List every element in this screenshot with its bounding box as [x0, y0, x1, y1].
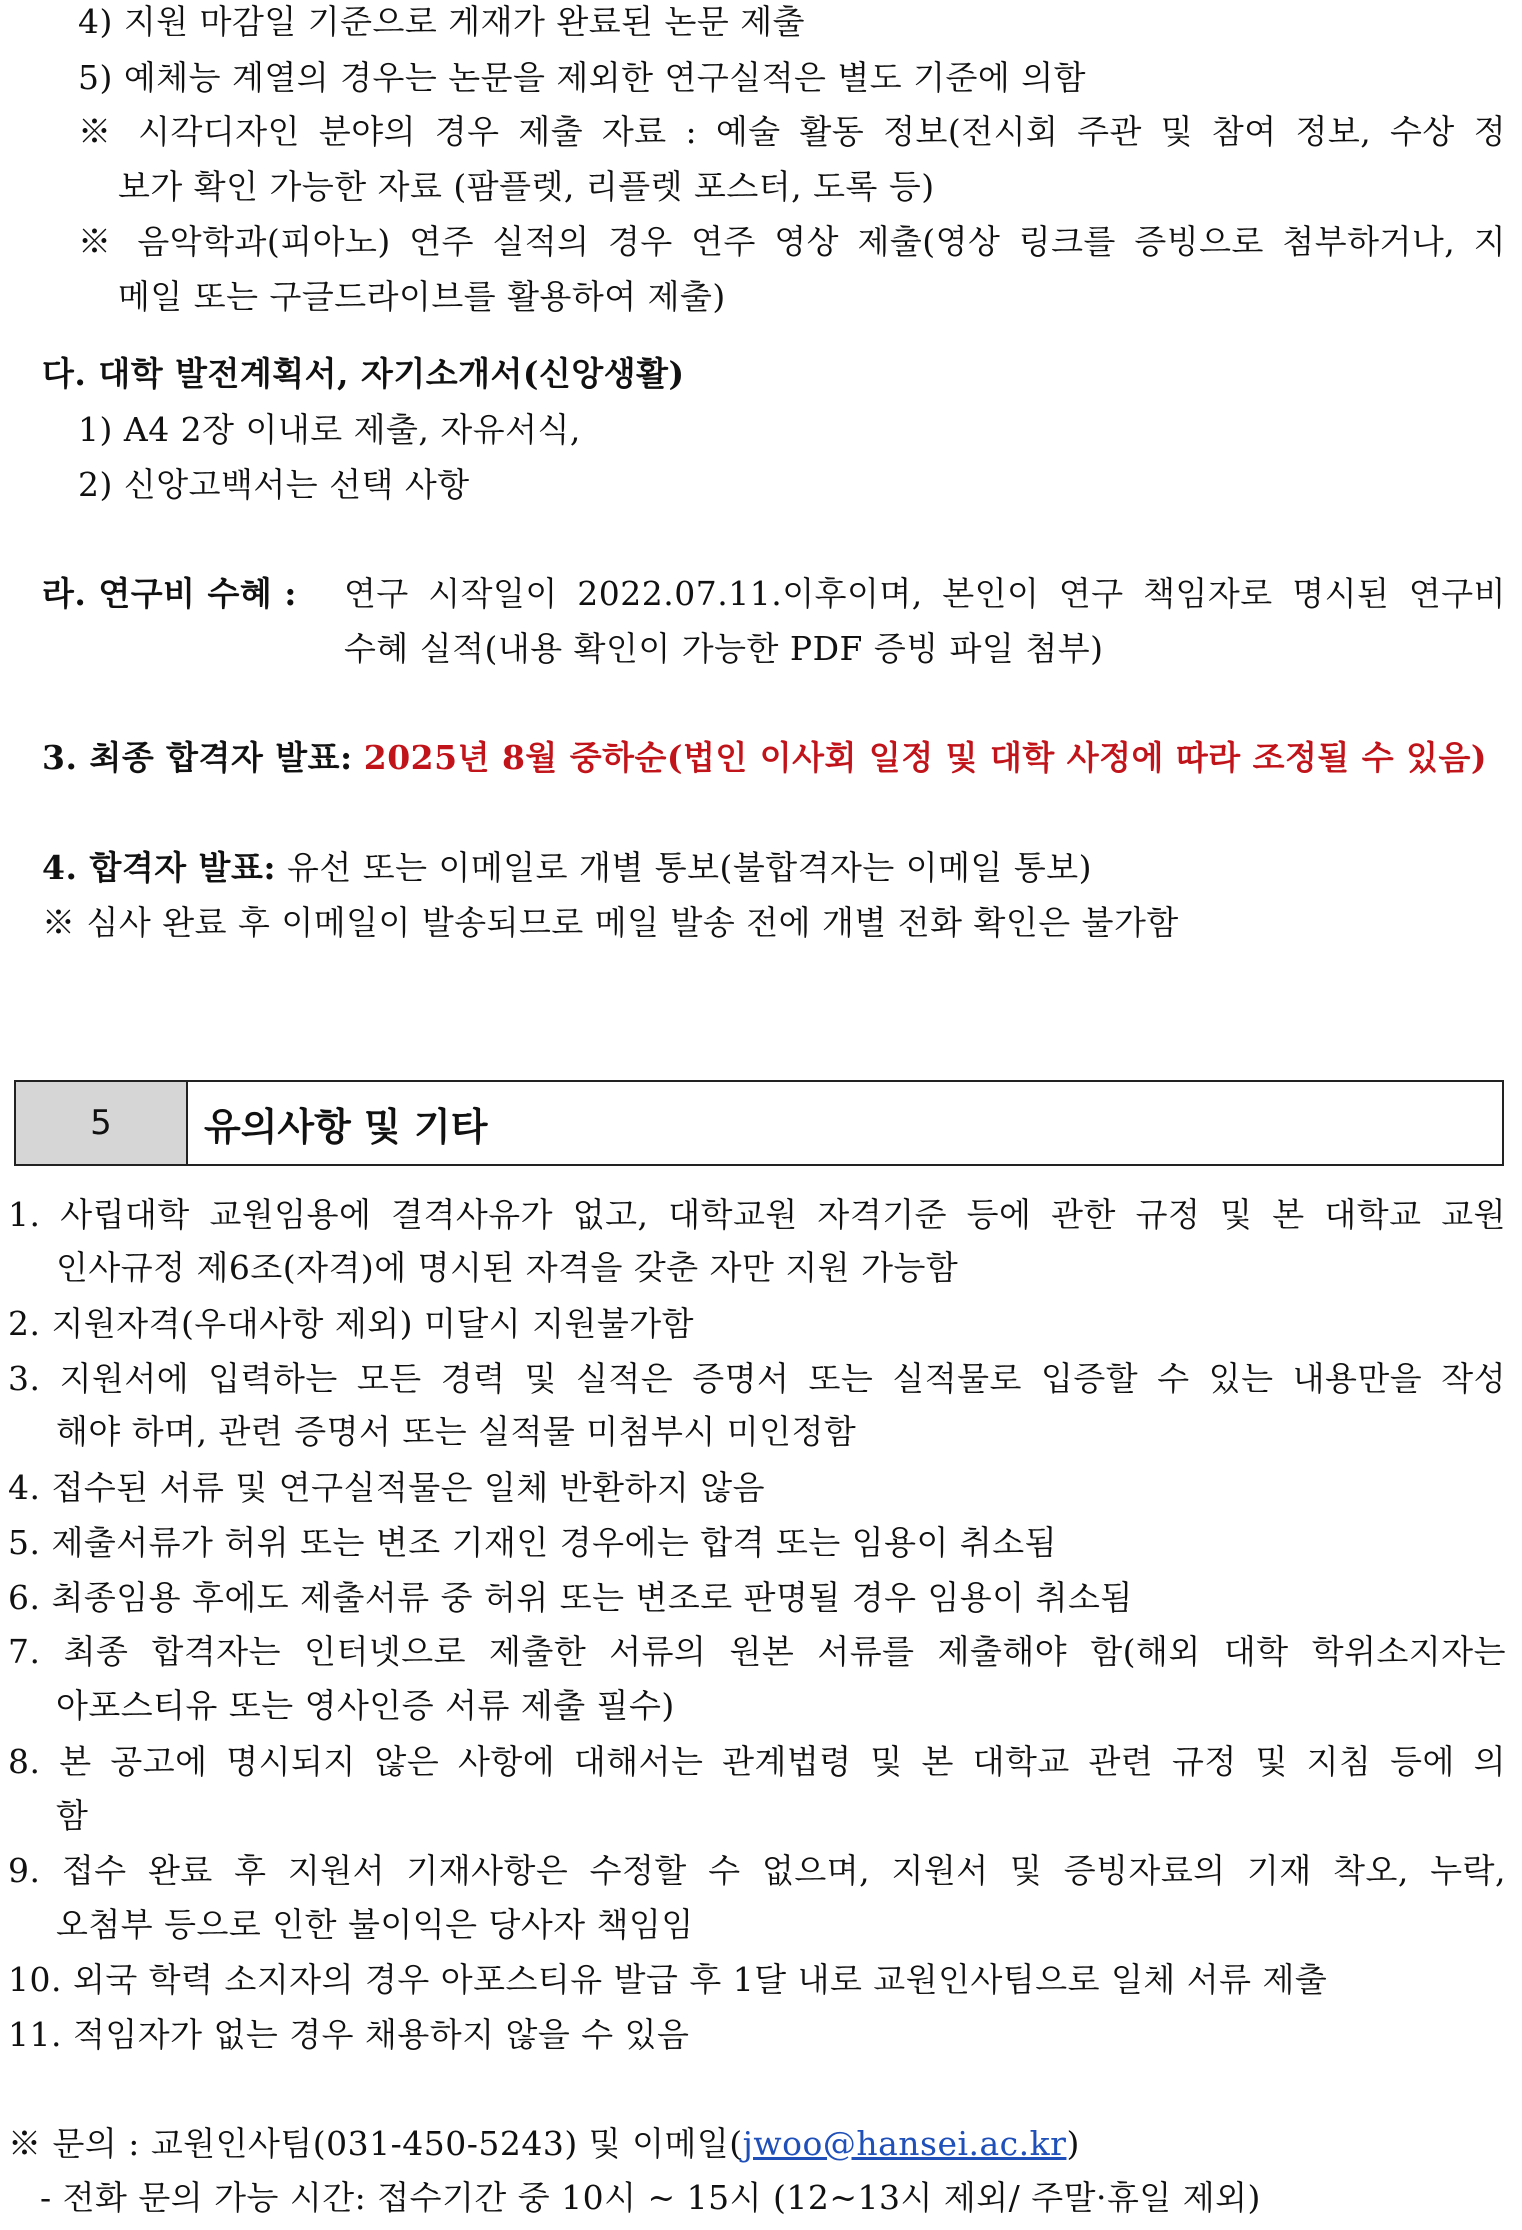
notice-1: 1. 사립대학 교원임용에 결격사유가 없고, 대학교원 자격기준 등에 관한 규정 및 본 대학교 교원 [8, 1195, 1506, 1234]
note-music: ※ 음악학과(피아노) 연주 실적의 경우 연주 영상 제출(영상 링크를 증빙으로 첨부하거나, 지 [78, 222, 1506, 261]
note-visual-design-cont: 보가 확인 가능한 자료 (팜플렛, 리플렛 포스터, 도록 등) [118, 167, 935, 206]
note-visual-design: ※ 시각디자인 분야의 경우 제출 자료 : 예술 활동 정보(전시회 주관 및 참여 정보, 수상 정 [78, 112, 1506, 151]
notice-7-cont: 아포스티유 또는 영사인증 서류 제출 필수) [56, 1686, 675, 1725]
notice-8: 8. 본 공고에 명시되지 않은 사항에 대해서는 관계법령 및 본 대학교 관련 규정 및 지침 등에 의 [8, 1742, 1506, 1781]
final-announcement-date: 2025년 8월 중하순(법인 이사회 일정 및 대학 사정에 따라 조정될 수 있음) [363, 738, 1487, 777]
pass-announcement-note: ※ 심사 완료 후 이메일이 발송되므로 메일 발송 전에 개별 전화 확인은 불가함 [42, 903, 1179, 942]
section-number: 5 [16, 1082, 188, 1164]
notice-1-cont: 인사규정 제6조(자격)에 명시된 자격을 갖춘 자만 지원 가능함 [56, 1248, 959, 1287]
section-da-item-2: 2) 신앙고백서는 선택 사항 [78, 465, 470, 504]
pass-announcement [42, 846, 1092, 890]
section-da-heading: 다. 대학 발전계획서, 자기소개서(신앙생활) [42, 354, 685, 393]
final-announcement-label: 3. 최종 합격자 발표: [42, 738, 353, 777]
notice-11: 11. 적임자가 없는 경우 채용하지 않을 수 있음 [8, 2015, 690, 2054]
pass-announcement-label: 4. 합격자 발표: [42, 848, 276, 887]
contact-prefix: ※ 문의 : 교원인사팀(031-450-5243) 및 이메일( [8, 2124, 743, 2163]
list-item-4: 4) 지원 마감일 기준으로 게재가 완료된 논문 제출 [78, 2, 805, 41]
contact-suffix: ) [1066, 2124, 1080, 2163]
section-ra-text-cont: 수혜 실적(내용 확인이 가능한 PDF 증빙 파일 첨부) [344, 629, 1104, 668]
final-announcement [42, 736, 1487, 780]
notice-2: 2. 지원자격(우대사항 제외) 미달시 지원불가함 [8, 1304, 694, 1343]
pass-announcement-method: 유선 또는 이메일로 개별 통보(불합격자는 이메일 통보) [287, 848, 1093, 887]
list-item-5: 5) 예체능 계열의 경우는 논문을 제외한 연구실적은 별도 기준에 의함 [78, 58, 1086, 97]
section-ra-heading: 라. 연구비 수혜 : [42, 574, 297, 613]
notice-4: 4. 접수된 서류 및 연구실적물은 일체 반환하지 않음 [8, 1468, 765, 1507]
email-link[interactable]: jwoo@hansei.ac.kr [742, 2124, 1067, 2163]
contact-info [8, 2122, 1080, 2166]
notice-5: 5. 제출서류가 허위 또는 변조 기재인 경우에는 합격 또는 임용이 취소됨 [8, 1523, 1057, 1562]
section-title: 유의사항 및 기타 [204, 1104, 488, 1149]
notice-6: 6. 최종임용 후에도 제출서류 중 허위 또는 변조로 판명될 경우 임용이 취소됨 [8, 1578, 1133, 1617]
notice-8-cont: 함 [56, 1796, 89, 1835]
section-ra-text: 연구 시작일이 2022.07.11.이후이며, 본인이 연구 책임자로 명시된 연구비 [344, 574, 1506, 613]
notice-3-cont: 해야 하며, 관련 증명서 또는 실적물 미첨부시 미인정함 [56, 1412, 857, 1451]
section-da-item-1: 1) A4 2장 이내로 제출, 자유서식, [78, 410, 581, 449]
notice-7: 7. 최종 합격자는 인터넷으로 제출한 서류의 원본 서류를 제출해야 함(해외 대학 학위소지자는 [8, 1632, 1506, 1671]
notice-3: 3. 지원서에 입력하는 모든 경력 및 실적은 증명서 또는 실적물로 입증할 수 있는 내용만을 작성 [8, 1359, 1506, 1398]
section-5-header [14, 1080, 1504, 1166]
contact-hours: - 전화 문의 가능 시간: 접수기간 중 10시 ~ 15시 (12~13시 제외/ 주말·휴일 제외) [40, 2178, 1261, 2217]
notice-10: 10. 외국 학력 소지자의 경우 아포스티유 발급 후 1달 내로 교원인사팀으로 일체 서류 제출 [8, 1960, 1328, 1999]
notice-9-cont: 오첨부 등으로 인한 불이익은 당사자 책임임 [56, 1905, 694, 1944]
note-music-cont: 메일 또는 구글드라이브를 활용하여 제출) [118, 277, 726, 316]
notice-9: 9. 접수 완료 후 지원서 기재사항은 수정할 수 없으며, 지원서 및 증빙자료의 기재 착오, 누락, [8, 1851, 1506, 1890]
